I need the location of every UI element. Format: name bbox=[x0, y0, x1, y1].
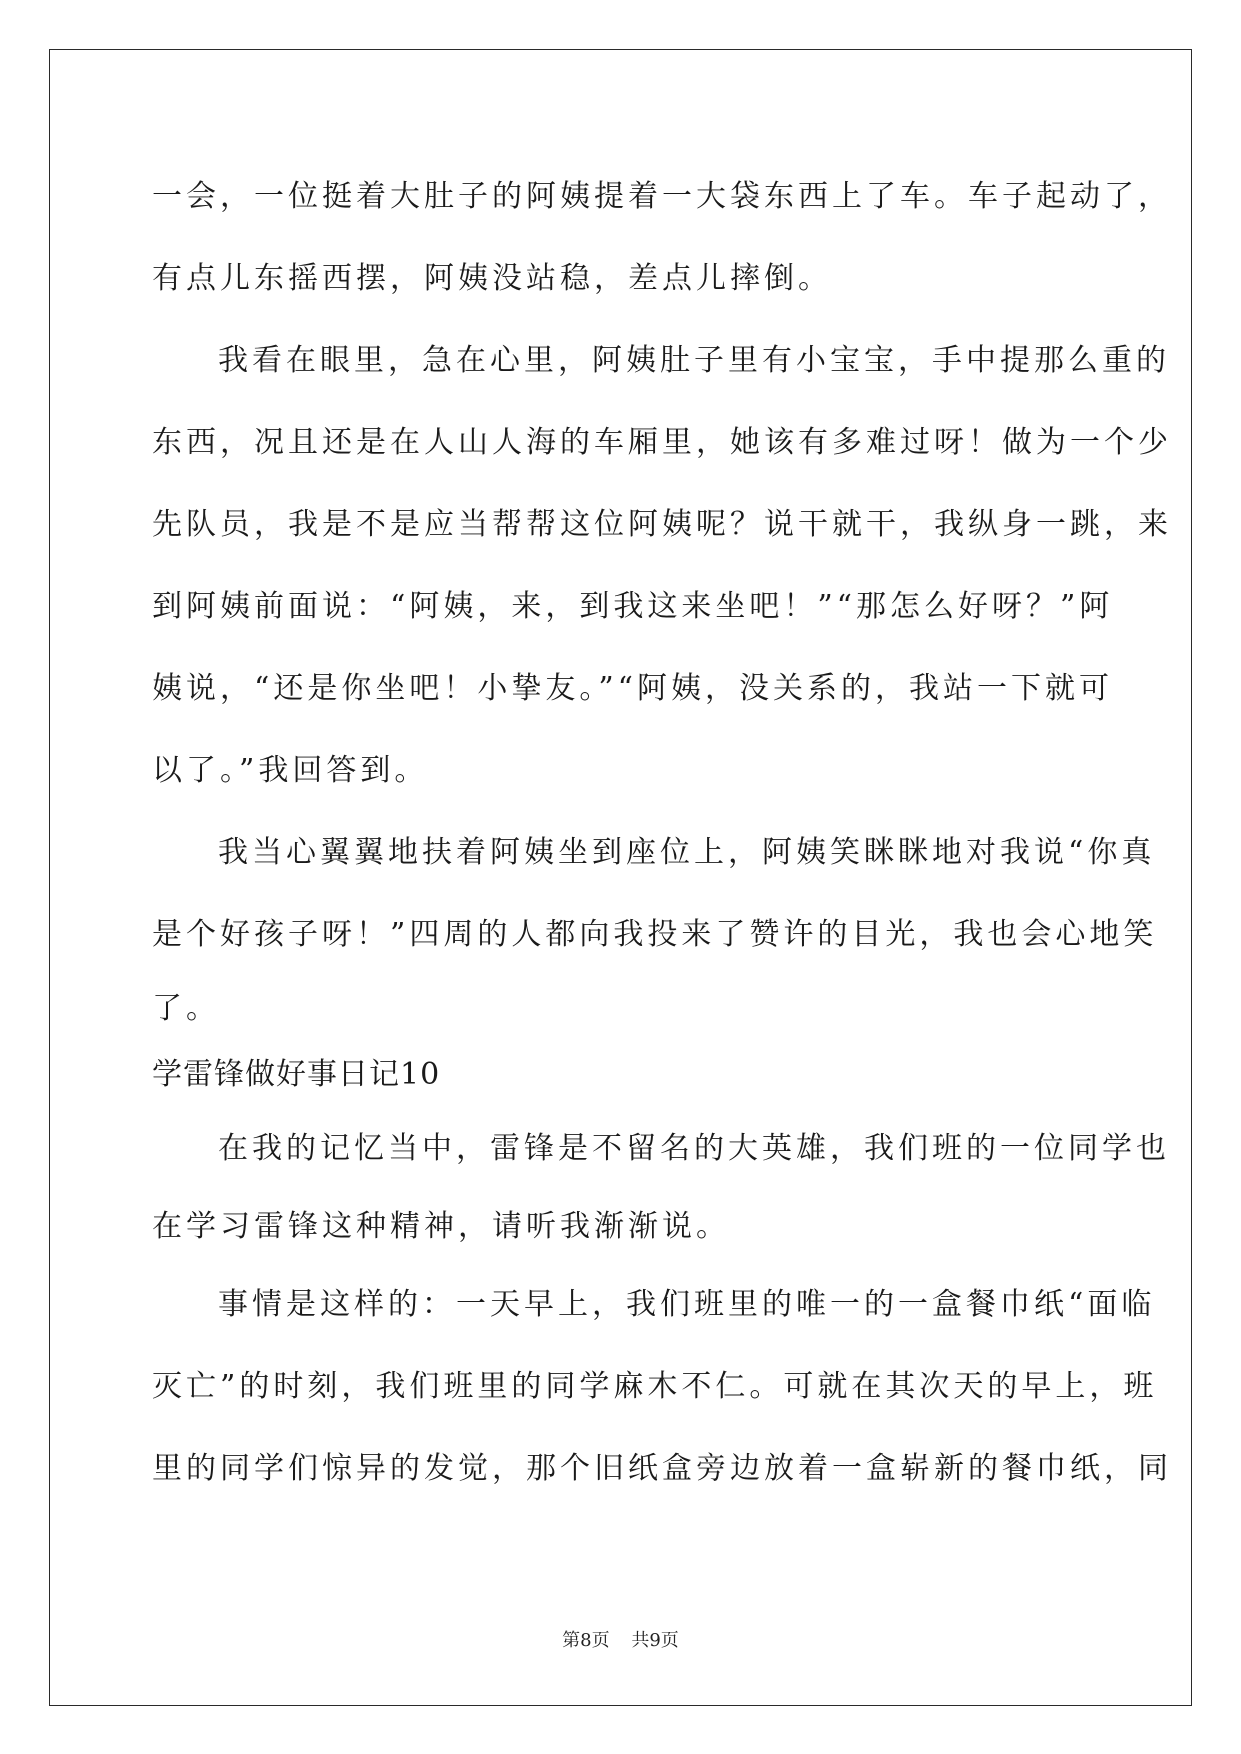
text-line: 有点儿东摇西摆，阿姨没站稳，差点儿摔倒。 bbox=[152, 261, 832, 296]
page-number: 第8页 bbox=[562, 1630, 610, 1651]
page-footer bbox=[0, 1626, 1241, 1652]
text-line: 姨说，“还是你坐吧！小挚友。”“阿姨，没关系的，我站一下就可 bbox=[152, 671, 1114, 706]
text-line: 里的同学们惊异的发觉，那个旧纸盒旁边放着一盒崭新的餐巾纸，同 bbox=[152, 1451, 1172, 1486]
text-line: 是个好孩子呀！”四周的人都向我投来了赞许的目光，我也会心地笑 bbox=[152, 917, 1158, 952]
text-line: 先队员，我是不是应当帮帮这位阿姨呢？说干就干，我纵身一跳，来 bbox=[152, 507, 1172, 542]
text-line: 东西，况且还是在人山人海的车厢里，她该有多难过呀！做为一个少 bbox=[152, 425, 1172, 460]
text-line: 了。 bbox=[152, 991, 220, 1026]
text-line: 一会，一位挺着大肚子的阿姨提着一大袋东西上了车。车子起动了， bbox=[152, 179, 1172, 214]
document-body bbox=[152, 156, 1172, 1510]
text-line: 以了。”我回答到。 bbox=[152, 753, 429, 788]
paragraph-start-line: 事情是这样的：一天早上，我们班里的唯一的一盒餐巾纸“面临 bbox=[218, 1287, 1156, 1322]
section-heading: 学雷锋做好事日记10 bbox=[152, 1057, 441, 1092]
paragraph-start-line: 我看在眼里，急在心里，阿姨肚子里有小宝宝，手中提那么重的 bbox=[218, 343, 1170, 378]
paragraph-start-line: 我当心翼翼地扶着阿姨坐到座位上，阿姨笑眯眯地对我说“你真 bbox=[218, 835, 1156, 870]
page-total: 共9页 bbox=[631, 1630, 679, 1651]
text-line: 到阿姨前面说：“阿姨，来，到我这来坐吧！”“那怎么好呀？”阿 bbox=[152, 589, 1114, 624]
paragraph-start-line: 在我的记忆当中，雷锋是不留名的大英雄，我们班的一位同学也 bbox=[218, 1131, 1170, 1166]
text-line: 在学习雷锋这种精神，请听我渐渐说。 bbox=[152, 1209, 730, 1244]
text-line: 灭亡”的时刻，我们班里的同学麻木不仁。可就在其次天的早上，班 bbox=[152, 1369, 1158, 1404]
